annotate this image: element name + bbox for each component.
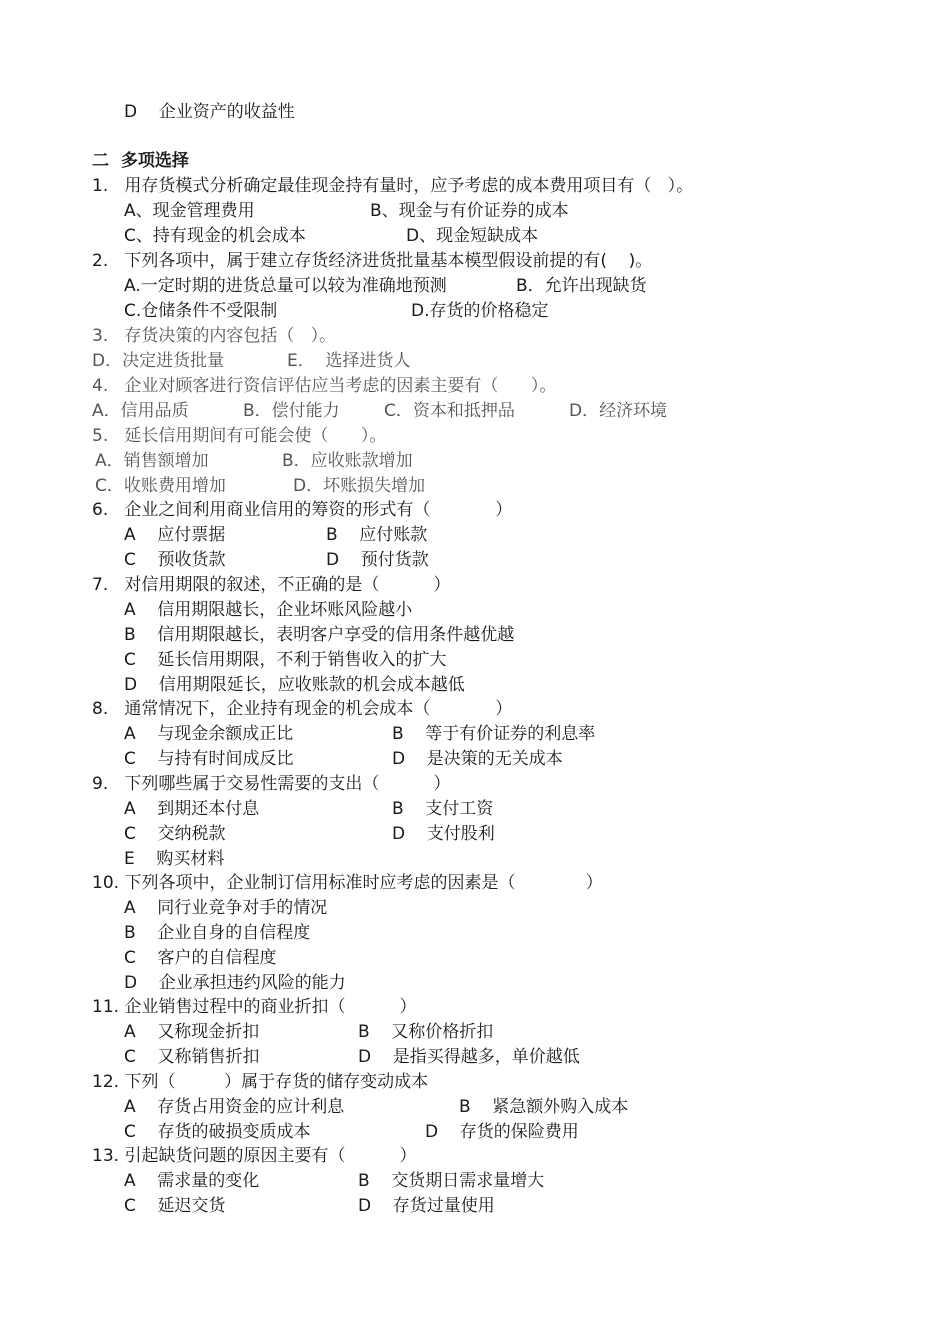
- option-text: C 与持有时间成反比: [124, 749, 294, 769]
- option-text: D 是决策的无关成本: [392, 749, 563, 769]
- option-text: C 又称销售折扣: [124, 1047, 260, 1067]
- option-text: A．信用品质: [92, 401, 189, 421]
- option-text: D、现金短缺成本: [406, 226, 539, 246]
- option-text: B 交货期日需求量增大: [358, 1171, 545, 1191]
- question-text: 12. 下列（ ）属于存货的储存变动成本: [92, 1072, 429, 1092]
- question-text: 5. 延长信用期间有可能会使（ ）。: [92, 426, 387, 446]
- option-text: D 存货的保险费用: [425, 1122, 579, 1142]
- option-text: A.一定时期的进货总量可以较为准确地预测: [124, 276, 447, 296]
- option-text: A 到期还本付息: [124, 799, 260, 819]
- option-text: B、现金与有价证券的成本: [370, 201, 569, 221]
- option-text: B．偿付能力: [243, 401, 340, 421]
- option-text: E 购买材料: [124, 849, 225, 869]
- option-text: A 应付票据: [124, 525, 226, 545]
- question-text: 3. 存货决策的内容包括（ ）。: [92, 326, 337, 346]
- question-text: 13. 引起缺货问题的原因主要有（ ）: [92, 1146, 417, 1166]
- option-text: C.仓储条件不受限制: [124, 301, 278, 321]
- option-text: C 交纳税款: [124, 824, 226, 844]
- option-text: A 存货占用资金的应计利息: [124, 1097, 345, 1117]
- option-text: D．坏账损失增加: [293, 476, 426, 496]
- option-text: C 延长信用期限，不利于销售收入的扩大: [124, 650, 447, 670]
- question-text: 7. 对信用期限的叙述，不正确的是（ ）: [92, 575, 451, 595]
- option-text: D 企业承担违约风险的能力: [124, 973, 346, 993]
- option-text: A 又称现金折扣: [124, 1022, 260, 1042]
- option-text: A 同行业竞争对手的情况: [124, 898, 328, 918]
- option-text: B 应付账款: [326, 525, 428, 545]
- option-text: D 支付股利: [392, 824, 495, 844]
- option-text: D．经济环境: [569, 401, 668, 421]
- option-text: C、持有现金的机会成本: [124, 226, 306, 246]
- option-text: C 延迟交货: [124, 1196, 226, 1216]
- question-text: 6. 企业之间利用商业信用的筹资的形式有（ ）: [92, 500, 513, 520]
- option-text: D 企业资产的收益性: [124, 102, 295, 122]
- option-text: B 企业自身的自信程度: [124, 923, 311, 943]
- option-text: B．应收账款增加: [282, 451, 413, 471]
- option-text: D 预付货款: [326, 550, 429, 570]
- option-text: C 预收货款: [124, 550, 226, 570]
- option-text: D．决定进货批量: [92, 351, 225, 371]
- option-text: D 存货过量使用: [358, 1196, 495, 1216]
- option-text: A 与现金余额成正比: [124, 724, 294, 744]
- option-text: B 支付工资: [392, 799, 494, 819]
- option-text: A．销售额增加: [95, 451, 209, 471]
- option-text: C 存货的破损变质成本: [124, 1122, 311, 1142]
- question-text: 1. 用存货模式分析确定最佳现金持有量时，应予考虑的成本费用项目有（ ）。: [92, 176, 694, 196]
- section-heading: 二 多项选择: [92, 151, 189, 171]
- question-text: 10. 下列各项中，企业制订信用标准时应考虑的因素是（ ）: [92, 873, 603, 893]
- question-text: 4. 企业对顾客进行资信评估应当考虑的因素主要有（ ）。: [92, 376, 557, 396]
- option-text: B 等于有价证券的利息率: [392, 724, 596, 744]
- option-text: C．资本和抵押品: [384, 401, 515, 421]
- option-text: E． 选择进货人: [287, 351, 411, 371]
- question-text: 2. 下列各项中，属于建立存货经济进货批量基本模型假设前提的有( )。: [92, 251, 653, 271]
- question-text: 8. 通常情况下，企业持有现金的机会成本（ ）: [92, 699, 513, 719]
- option-text: B 紧急额外购入成本: [459, 1097, 629, 1117]
- option-text: C 客户的自信程度: [124, 948, 277, 968]
- option-text: D 信用期限延长，应收账款的机会成本越低: [124, 675, 465, 695]
- question-text: 11. 企业销售过程中的商业折扣（ ）: [92, 997, 417, 1017]
- option-text: A、现金管理费用: [124, 201, 255, 221]
- option-text: A 需求量的变化: [124, 1171, 260, 1191]
- option-text: C．收账费用增加: [95, 476, 226, 496]
- option-text: B 信用期限越长，表明客户享受的信用条件越优越: [124, 625, 515, 645]
- option-text: B．允许出现缺货: [516, 276, 647, 296]
- option-text: B 又称价格折扣: [358, 1022, 494, 1042]
- option-text: D.存货的价格稳定: [411, 301, 549, 321]
- question-text: 9. 下列哪些属于交易性需要的支出（ ）: [92, 774, 451, 794]
- option-text: D 是指买得越多，单价越低: [358, 1047, 580, 1067]
- option-text: A 信用期限越长，企业坏账风险越小: [124, 600, 413, 620]
